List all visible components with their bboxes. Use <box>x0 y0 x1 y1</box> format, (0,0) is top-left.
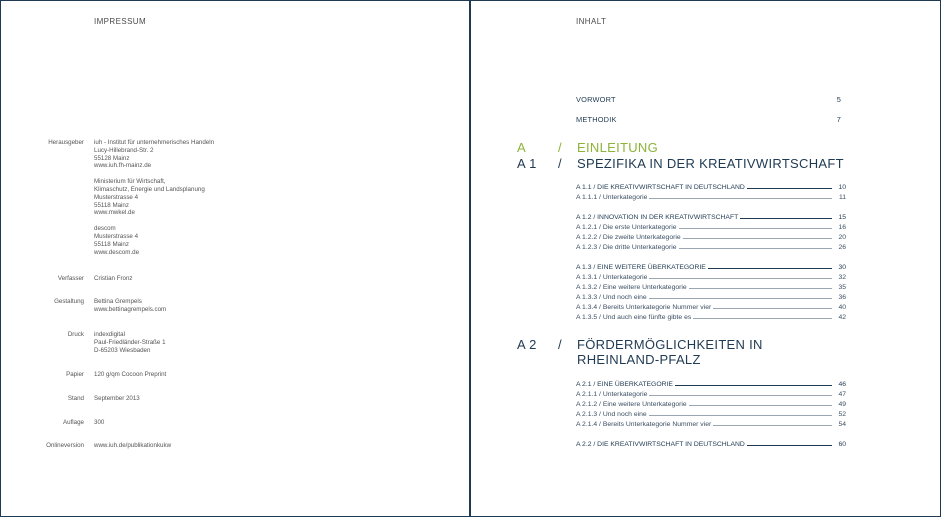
impressum-label: Herausgeber <box>48 139 84 146</box>
toc-entry-text: A 1.3.2 / Eine weitere Unterkategorie <box>576 284 687 291</box>
toc-leader-line <box>649 415 832 416</box>
toc-entry-page: 35 <box>838 284 846 291</box>
toc-subentry[interactable] <box>576 222 846 231</box>
impressum-line: Ministerium für Wirtschaft, <box>94 178 166 186</box>
chapter-a1-title: SPEZIFIKA IN DER KREATIVWIRTSCHAFT <box>577 156 844 171</box>
toc-methodik-page: 7 <box>836 115 841 124</box>
toc-entry-page: 40 <box>838 304 846 311</box>
toc-vorwort-label: VORWORT <box>576 95 616 104</box>
impressum-value <box>94 139 214 256</box>
toc-entry-page: 60 <box>838 441 846 448</box>
part-a-code: A <box>517 140 526 155</box>
toc-entry-text: A 1.3.3 / Und noch eine <box>576 294 647 301</box>
impressum-value <box>94 371 166 379</box>
toc-entry-text: A 1.3 / EINE WEITERE ÜBERKATEGORIE <box>576 264 706 271</box>
toc-leader-line <box>649 395 832 396</box>
impressum-line: 120 g/qm Cocoon Preprint <box>94 371 167 378</box>
toc-entry-page: 42 <box>838 314 846 321</box>
toc-vorwort-page: 5 <box>836 95 841 104</box>
chapter-a1-slash: / <box>558 156 562 171</box>
impressum-line: 55118 Mainz <box>94 201 129 209</box>
toc-subentry[interactable] <box>576 192 846 201</box>
impressum-line[interactable]: www.iuh.fh-mainz.de <box>94 162 152 170</box>
toc-entry-text: A 2.1.3 / Und noch eine <box>576 411 647 418</box>
toc-subentry[interactable] <box>576 282 846 291</box>
toc-entry-text: A 1.2.2 / Die zweite Unterkategorie <box>576 234 681 241</box>
impressum-page <box>0 0 470 517</box>
toc-entry-page: 11 <box>838 194 846 201</box>
toc-subentry[interactable] <box>576 419 846 428</box>
toc-entry-page: 47 <box>838 391 846 398</box>
toc-leader-line <box>689 288 832 289</box>
impressum-line: 300 <box>94 419 105 426</box>
impressum-label: Verfasser <box>57 275 84 282</box>
toc-entry-text: A 1.1.1 / Unterkategorie <box>576 194 648 201</box>
impressum-line: descom <box>94 225 116 233</box>
toc-subentry[interactable] <box>576 409 846 418</box>
toc-subentry[interactable] <box>576 399 846 408</box>
impressum-value <box>94 442 171 450</box>
impressum-spacer <box>94 170 214 178</box>
toc-subentry[interactable] <box>576 292 846 301</box>
toc-entry-text: A 2.1 / EINE ÜBERKATEGORIE <box>576 381 673 388</box>
impressum-label: Onlineversion <box>46 442 84 449</box>
impressum-label: Papier <box>66 371 84 378</box>
toc-entry-text: A 1.3.5 / Und auch eine fünfte gibte es <box>576 314 692 321</box>
part-a-slash: / <box>558 140 562 155</box>
toc-entry-text: A 1.3.1 / Unterkategorie <box>576 274 648 281</box>
impressum-line: September 2013 <box>94 395 140 402</box>
toc-entry-text: A 2.1.1 / Unterkategorie <box>576 391 648 398</box>
toc-entry[interactable] <box>576 439 846 448</box>
impressum-line: Musterstrasse 4 <box>94 193 139 201</box>
impressum-line[interactable]: www.bettinagrempels.com <box>94 305 167 313</box>
toc-leader-line <box>713 308 832 309</box>
toc-methodik[interactable] <box>576 115 841 124</box>
chapter-a2-code: A 2 <box>517 337 537 352</box>
impressum-line[interactable]: www.iuh.de/publikationkukw <box>94 442 172 449</box>
contents-header: INHALT <box>576 17 607 26</box>
impressum-label: Druck <box>67 331 84 338</box>
impressum-line: Bettina Grempels <box>94 298 142 305</box>
toc-entry-page: 49 <box>838 401 846 408</box>
toc-subentry[interactable] <box>576 389 846 398</box>
toc-entry-page: 46 <box>838 381 846 388</box>
impressum-line: 55128 Mainz <box>94 154 130 162</box>
toc-entry-text: A 1.2.3 / Die dritte Unterkategorie <box>576 244 677 251</box>
toc-entry-text: A 1.2.1 / Die erste Unterkategorie <box>576 224 677 231</box>
impressum-spacer <box>94 217 214 225</box>
impressum-line[interactable]: www.descom.de <box>94 248 140 256</box>
toc-leader-line <box>708 268 832 269</box>
toc-leader-line <box>747 188 832 189</box>
toc-entry-page: 30 <box>838 264 846 271</box>
impressum-line: Paul-Friedländer-Straße 1 <box>94 338 166 346</box>
impressum-label: Auflage <box>63 419 84 426</box>
toc-entry-text: A 1.2 / INNOVATION IN DER KREATIVWIRTSCHAFT <box>576 214 739 221</box>
toc-leader-line <box>747 445 832 446</box>
chapter-a2-title: FÖRDERMÖGLICHKEITEN IN RHEINLAND-PFALZ <box>577 337 763 367</box>
toc-leader-line <box>740 218 832 219</box>
toc-subentry[interactable] <box>576 272 846 281</box>
toc-entry-text: A 2.2 / DIE KREATIVWIRTSCHAFT IN DEUTSCHLAND <box>576 441 745 448</box>
toc-entry[interactable] <box>576 182 846 191</box>
impressum-value <box>94 298 166 314</box>
toc-entry-page: 52 <box>838 411 846 418</box>
impressum-line: indexdigital <box>94 331 125 338</box>
toc-entry[interactable] <box>576 212 846 221</box>
toc-subentry[interactable] <box>576 242 846 251</box>
toc-entry[interactable] <box>576 379 846 388</box>
toc-entry-page: 36 <box>838 294 846 301</box>
toc-entry[interactable] <box>576 262 846 271</box>
impressum-value <box>94 331 166 354</box>
toc-entry-page: 26 <box>838 244 846 251</box>
toc-entry-text: A 2.1.2 / Eine weitere Unterkategorie <box>576 401 687 408</box>
toc-leader-line <box>675 385 832 386</box>
toc-leader-line <box>679 228 833 229</box>
impressum-value <box>94 275 133 283</box>
toc-entry-text: A 1.3.4 / Bereits Unterkategorie Nummer vier <box>576 304 712 311</box>
impressum-value <box>94 395 140 403</box>
toc-entry-text: A 2.1.4 / Bereits Unterkategorie Nummer vier <box>576 421 712 428</box>
impressum-label: Gestaltung <box>54 298 84 305</box>
toc-leader-line <box>713 425 832 426</box>
toc-subentry[interactable] <box>576 302 846 311</box>
toc-entry-page: 15 <box>838 214 846 221</box>
toc-entry-text: A 1.1 / DIE KREATIVWIRTSCHAFT IN DEUTSCHLAND <box>576 184 745 191</box>
toc-entry-page: 20 <box>838 234 846 241</box>
toc-entry-page: 10 <box>838 184 846 191</box>
toc-entry-page: 32 <box>838 274 846 281</box>
toc-methodik-label: METHODIK <box>576 115 617 124</box>
toc-leader-line <box>693 318 832 319</box>
impressum-line: Cristian Fronz <box>94 275 133 282</box>
toc-entry-page: 16 <box>838 224 846 231</box>
impressum-line: iuh - Institut für unternehmerisches Handeln <box>94 139 215 146</box>
part-a-title: EINLEITUNG <box>577 140 659 155</box>
toc-leader-line <box>679 248 833 249</box>
impressum-line: Lucy-Hillebrand-Str. 2 <box>94 146 154 154</box>
impressum-header: IMPRESSUM <box>94 17 147 26</box>
impressum-line: Musterstrasse 4 <box>94 232 139 240</box>
contents-page <box>471 0 941 517</box>
impressum-line: Klimaschutz, Energie und Landsplanung <box>94 185 205 193</box>
toc-leader-line <box>649 198 832 199</box>
toc-leader-line <box>689 405 832 406</box>
impressum-line: D-65203 Wiesbaden <box>94 346 151 354</box>
toc-subentry[interactable] <box>576 312 846 321</box>
impressum-value <box>94 419 104 427</box>
impressum-label: Stand <box>67 395 84 402</box>
chapter-a1-code: A 1 <box>517 156 537 171</box>
toc-leader-line <box>683 238 832 239</box>
chapter-a2-slash: / <box>558 337 562 352</box>
toc-vorwort[interactable] <box>576 95 841 104</box>
toc-leader-line <box>649 278 832 279</box>
toc-entry-page: 54 <box>838 421 846 428</box>
toc-subentry[interactable] <box>576 232 846 241</box>
toc-leader-line <box>649 298 832 299</box>
impressum-line[interactable]: www.mwkel.de <box>94 209 135 217</box>
impressum-line: 55118 Mainz <box>94 240 129 248</box>
